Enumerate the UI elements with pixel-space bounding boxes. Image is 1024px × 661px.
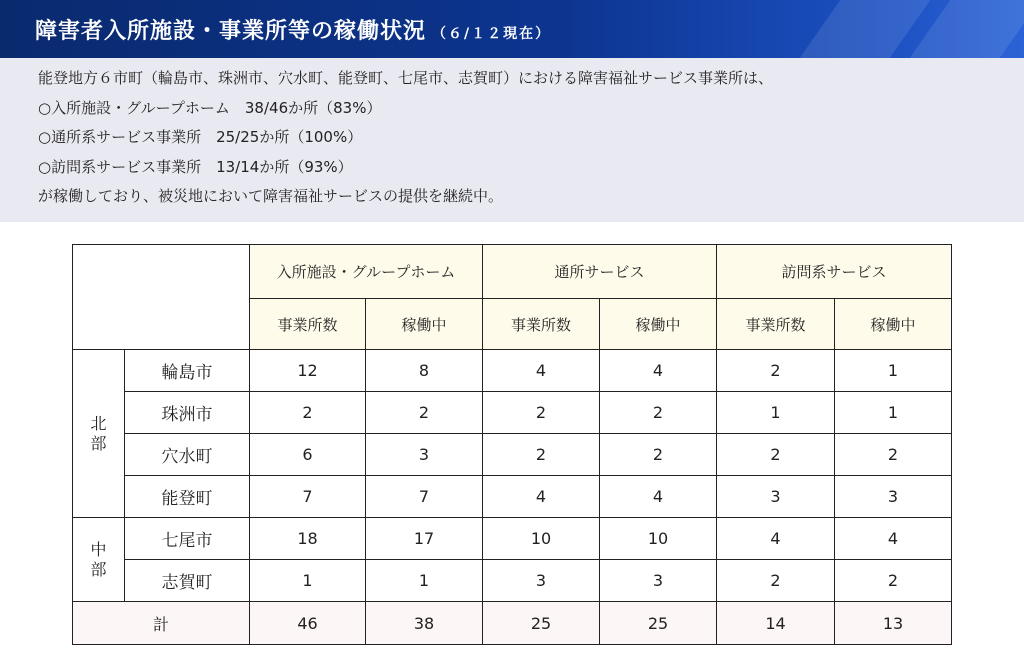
value-cell: 2 — [717, 350, 835, 392]
subheader-count: 事業所数 — [717, 299, 835, 350]
value-cell: 4 — [717, 518, 835, 560]
group-header-daycare: 通所サービス — [483, 245, 717, 299]
value-cell: 4 — [600, 476, 717, 518]
value-cell: 2 — [366, 392, 483, 434]
banner-stripe — [910, 0, 1024, 58]
total-value: 46 — [250, 602, 366, 645]
value-cell: 3 — [483, 560, 600, 602]
subheader-count: 事業所数 — [250, 299, 366, 350]
value-cell: 2 — [835, 434, 952, 476]
table-row — [73, 476, 952, 518]
summary-line: 能登地方６市町（輪島市、珠洲市、穴水町、能登町、七尾市、志賀町）における障害福祉サービス事業所は、 — [38, 69, 774, 87]
region-central — [73, 518, 125, 602]
status-table — [72, 244, 952, 645]
page-title — [35, 14, 551, 45]
region-north — [73, 350, 125, 518]
table-row — [73, 350, 952, 392]
city-cell: 志賀町 — [125, 560, 250, 602]
page-title-text: 障害者入所施設・事業所等の稼働状況 — [35, 19, 427, 44]
total-value: 25 — [483, 602, 600, 645]
table-row — [73, 560, 952, 602]
value-cell: 8 — [366, 350, 483, 392]
value-cell: 12 — [250, 350, 366, 392]
table-row — [73, 518, 952, 560]
value-cell: 10 — [483, 518, 600, 560]
value-cell: 2 — [483, 392, 600, 434]
value-cell: 2 — [250, 392, 366, 434]
value-cell: 3 — [366, 434, 483, 476]
value-cell: 1 — [835, 392, 952, 434]
value-cell: 4 — [835, 518, 952, 560]
city-cell: 珠洲市 — [125, 392, 250, 434]
summary-line: ○訪問系サービス事業所 13/14か所（93%） — [38, 157, 353, 176]
total-label: 計 — [73, 602, 250, 645]
value-cell: 6 — [250, 434, 366, 476]
value-cell: 18 — [250, 518, 366, 560]
city-cell: 穴水町 — [125, 434, 250, 476]
value-cell: 2 — [600, 434, 717, 476]
summary-box — [0, 58, 1024, 222]
summary-line: ○通所系サービス事業所 25/25か所（100%） — [38, 128, 363, 146]
value-cell: 4 — [483, 476, 600, 518]
summary-line: が稼働しており、被災地において障害福祉サービスの提供を継続中。 — [38, 187, 504, 205]
page-title-date: （６/１２現在） — [432, 26, 552, 42]
value-cell: 2 — [600, 392, 717, 434]
value-cell: 17 — [366, 518, 483, 560]
value-cell: 1 — [717, 392, 835, 434]
city-cell: 輪島市 — [125, 350, 250, 392]
subheader-operating: 稼働中 — [600, 299, 717, 350]
total-value: 25 — [600, 602, 717, 645]
value-cell: 2 — [835, 560, 952, 602]
value-cell: 1 — [250, 560, 366, 602]
value-cell: 1 — [366, 560, 483, 602]
value-cell: 3 — [835, 476, 952, 518]
group-header-visiting: 訪問系サービス — [717, 245, 952, 299]
header-row-groups — [73, 245, 952, 299]
value-cell: 1 — [835, 350, 952, 392]
value-cell: 2 — [717, 560, 835, 602]
group-header-residential: 入所施設・グループホーム — [250, 245, 483, 299]
value-cell: 10 — [600, 518, 717, 560]
subheader-operating: 稼働中 — [366, 299, 483, 350]
value-cell: 3 — [717, 476, 835, 518]
title-banner — [0, 0, 1024, 58]
city-cell: 能登町 — [125, 476, 250, 518]
subheader-operating: 稼働中 — [835, 299, 952, 350]
total-value: 38 — [366, 602, 483, 645]
value-cell: 4 — [483, 350, 600, 392]
value-cell: 2 — [717, 434, 835, 476]
corner-cell — [73, 245, 250, 350]
value-cell: 4 — [600, 350, 717, 392]
region-central-label: 中部 — [90, 539, 107, 579]
table-row — [73, 434, 952, 476]
summary-line: ○入所施設・グループホーム 38/46か所（83%） — [38, 98, 382, 117]
value-cell: 7 — [366, 476, 483, 518]
table-row — [73, 392, 952, 434]
total-value: 13 — [835, 602, 952, 645]
total-row — [73, 602, 952, 645]
value-cell: 7 — [250, 476, 366, 518]
total-value: 14 — [717, 602, 835, 645]
value-cell: 2 — [483, 434, 600, 476]
region-north-label: 北部 — [90, 413, 107, 453]
subheader-count: 事業所数 — [483, 299, 600, 350]
value-cell: 3 — [600, 560, 717, 602]
banner-stripe — [800, 0, 931, 58]
city-cell: 七尾市 — [125, 518, 250, 560]
